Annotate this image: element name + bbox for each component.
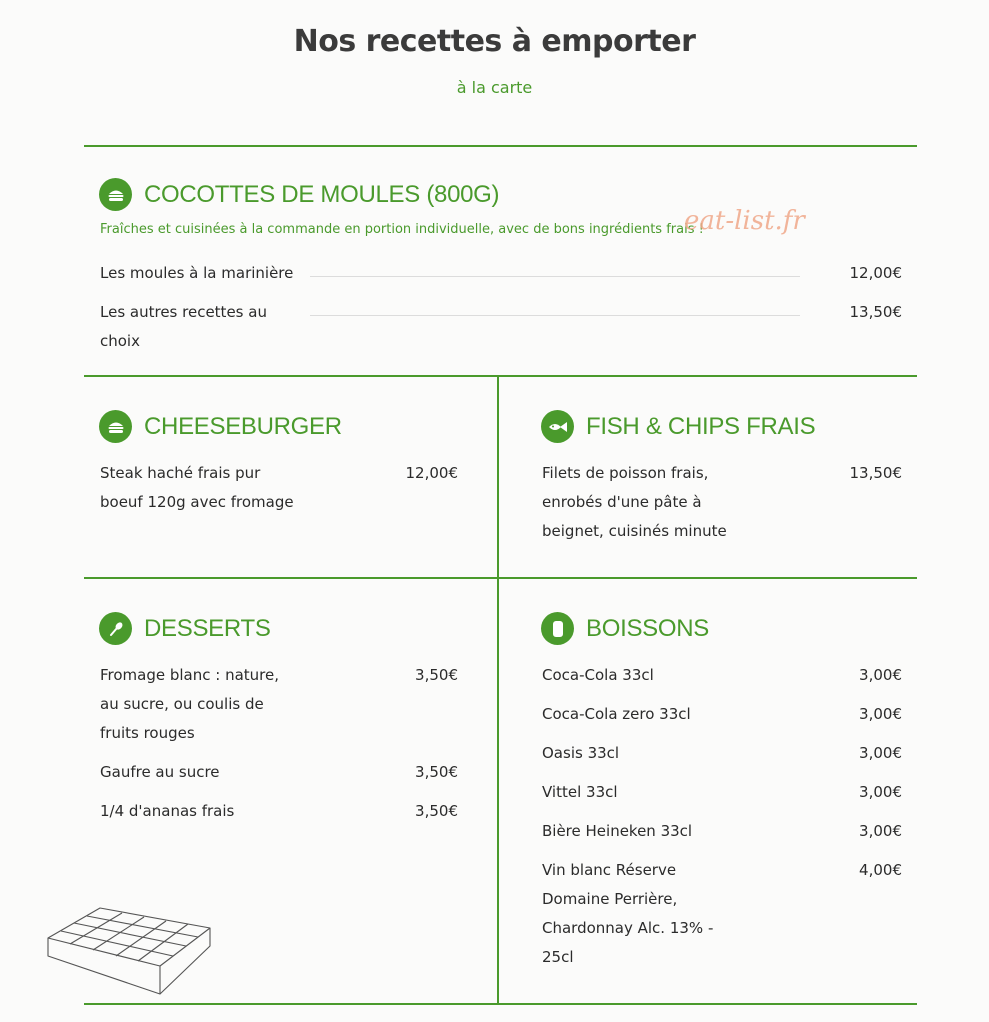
page-title: Nos recettes à emporter	[293, 24, 696, 59]
section-title-cocottes	[99, 178, 499, 211]
divider	[84, 375, 917, 377]
menu-item-price: 3,00€	[859, 783, 902, 801]
menu-item-price: 13,50€	[849, 464, 902, 482]
menu-item-name: Vittel 33cl	[542, 783, 618, 801]
leader-line	[310, 315, 800, 316]
menu-item-name: Vin blanc Réserve Domaine Perrière, Chardonnay Alc. 13% - 25cl	[542, 861, 714, 966]
waffle-tray-illustration	[40, 900, 220, 1000]
section-title-boissons	[541, 612, 709, 645]
divider	[84, 1003, 917, 1005]
page-subtitle: à la carte	[456, 78, 533, 97]
menu-item-name: Les autres recettes au choix	[100, 303, 267, 350]
burger-icon	[99, 178, 132, 211]
section-title-text: DESSERTS	[144, 614, 271, 642]
menu-item-name: Bière Heineken 33cl	[542, 822, 693, 840]
menu-item-name: 1/4 d'ananas frais	[100, 802, 235, 820]
menu-item-price: 3,50€	[415, 666, 458, 684]
section-title-desserts	[99, 612, 271, 645]
section-description: Fraîches et cuisinées à la commande en portion individuelle, avec de bons ingrédients frais !	[100, 222, 704, 237]
menu-item-name: Les moules à la marinière	[100, 264, 294, 282]
menu-item-price: 13,50€	[849, 303, 902, 321]
watermark: eat-list.fr	[684, 206, 805, 236]
menu-item-name: Steak haché frais pur boeuf 120g avec fromage	[100, 464, 294, 511]
divider	[84, 577, 917, 579]
menu-item-name: Coca-Cola zero 33cl	[542, 705, 691, 723]
menu-item-price: 3,00€	[859, 705, 902, 723]
menu-item-name: Gaufre au sucre	[100, 763, 220, 781]
menu-item-name: Fromage blanc : nature, au sucre, ou coulis de fruits rouges	[100, 666, 280, 742]
menu-item-price: 3,50€	[415, 763, 458, 781]
menu-item-price: 4,00€	[859, 861, 902, 879]
column-divider	[497, 375, 499, 1005]
burger-icon	[99, 410, 132, 443]
menu-item-price: 3,00€	[859, 666, 902, 684]
menu-item-name: Coca-Cola 33cl	[542, 666, 654, 684]
section-title-text: CHEESEBURGER	[144, 412, 342, 440]
menu-item-price: 3,00€	[859, 744, 902, 762]
menu-item-price: 3,00€	[859, 822, 902, 840]
fish-icon	[541, 410, 574, 443]
spoon-icon	[99, 612, 132, 645]
menu-item-name: Oasis 33cl	[542, 744, 620, 762]
section-title-text: COCOTTES DE MOULES (800G)	[144, 180, 500, 208]
menu-item-price: 12,00€	[849, 264, 902, 282]
section-title-cheeseburger	[99, 410, 342, 443]
section-title-text: FISH & CHIPS FRAIS	[586, 412, 816, 440]
section-title-fish	[541, 410, 815, 443]
divider	[84, 145, 917, 147]
menu-item-price: 12,00€	[405, 464, 458, 482]
menu-item-price: 3,50€	[415, 802, 458, 820]
leader-line	[310, 276, 800, 277]
section-title-text: BOISSONS	[586, 614, 709, 642]
menu-item-name: Filets de poisson frais, enrobés d'une pâte à beignet, cuisinés minute	[542, 464, 727, 540]
can-icon	[541, 612, 574, 645]
